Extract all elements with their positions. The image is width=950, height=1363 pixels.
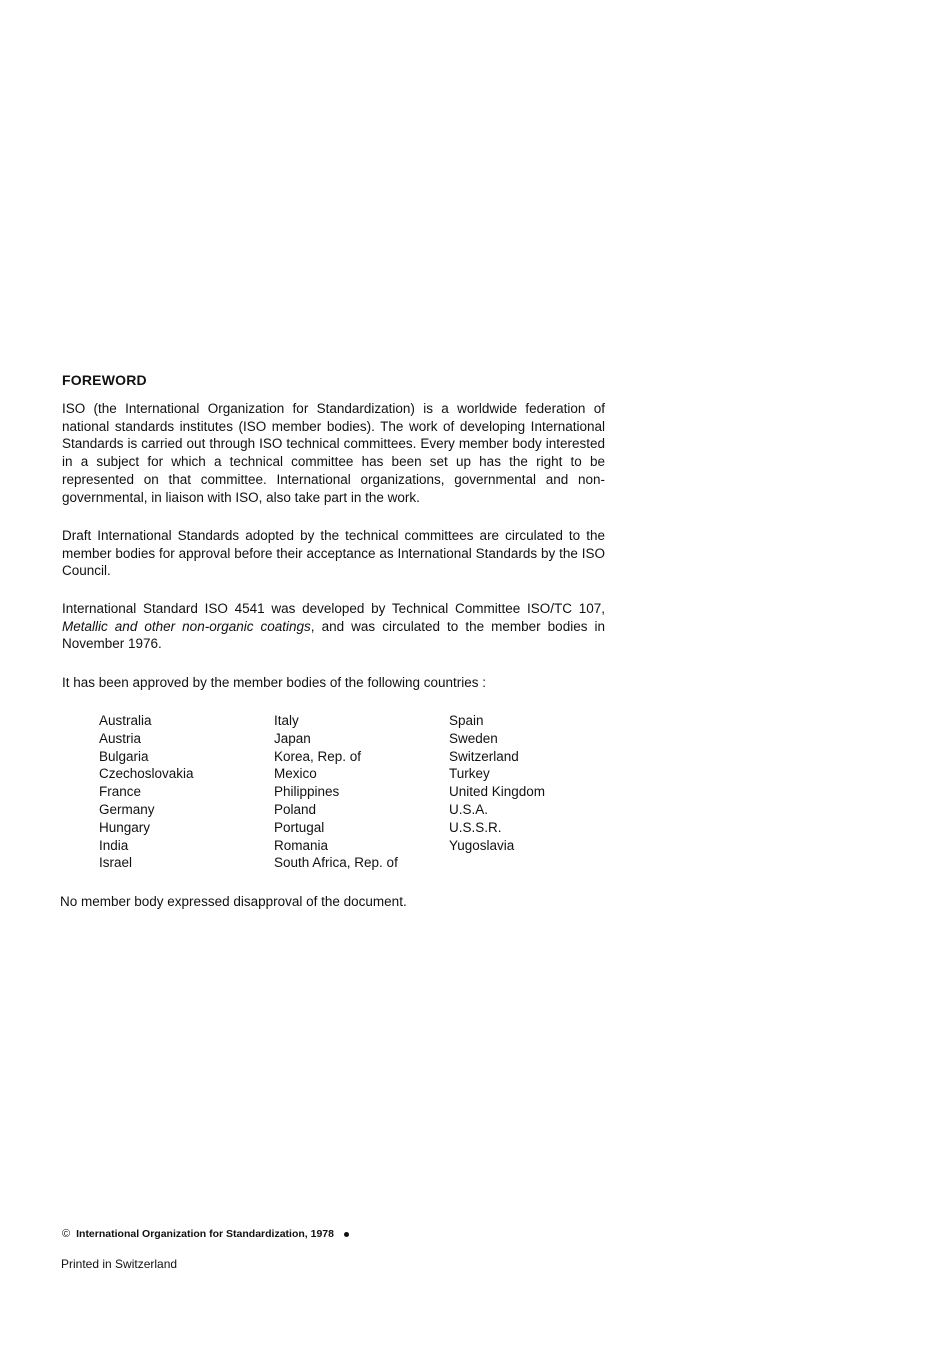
paragraph-3-text-a: International Standard ISO 4541 was developed by Technical Committee ISO/TC 107, [62, 601, 605, 616]
country-column-1 [99, 712, 274, 872]
country-column-2 [274, 712, 449, 872]
foreword-paragraph-2: Draft International Standards adopted by the technical committees are circulated to the member bodies for approval before their acceptance as International Standards by the ISO Council. [62, 528, 605, 579]
country-name: Romania [274, 837, 329, 853]
copyright-symbol: © [62, 1228, 71, 1240]
country-column-3 [449, 712, 624, 872]
country-name: Turkey [449, 766, 490, 782]
country-name: Switzerland [449, 748, 519, 764]
country-name: Australia [99, 713, 152, 728]
country-name: United Kingdom [449, 784, 546, 800]
country-name: Italy [274, 713, 299, 728]
foreword-heading: FOREWORD [62, 372, 147, 388]
country-name: Korea, Rep. of [274, 748, 362, 764]
printed-in-note: Printed in Switzerland [61, 1257, 178, 1271]
foreword-paragraph-3 [62, 600, 605, 653]
country-name: Israel [99, 855, 133, 871]
foreword-paragraph-4: It has been approved by the member bodies of the following countries : [62, 675, 487, 690]
country-name: Portugal [274, 819, 325, 835]
country-name: Spain [449, 713, 484, 728]
country-name: Mexico [274, 766, 317, 782]
country-name: France [99, 784, 142, 800]
country-name: Philippines [274, 784, 340, 800]
copyright-line [62, 1228, 349, 1240]
foreword-paragraph-1: ISO (the International Organization for Standardization) is a worldwide federation of national standards institutes (ISO member bodies). The work of developing International Standards is carried out through ISO technical committees. Every member body interested in a subject for which a technical committee has been set up has the right to be represented on that committee. International organizations, governmental and non-governmental, in liaison with ISO, also take part in the work. [62, 401, 605, 505]
country-name: Czechoslovakia [99, 766, 194, 782]
country-name: India [99, 837, 129, 853]
foreword-paragraph-5: No member body expressed disapproval of the document. [60, 894, 407, 909]
country-name: Bulgaria [99, 748, 149, 764]
country-name: U.S.A. [449, 801, 489, 817]
country-name: Yugoslavia [449, 837, 515, 853]
country-name: Austria [99, 730, 142, 746]
paragraph-3-text-b: , and was circulated to the member bodies in November 1976. [62, 618, 605, 652]
country-name: Poland [274, 801, 317, 817]
country-name: South Africa, Rep. of [274, 855, 398, 871]
country-name: Sweden [449, 730, 498, 746]
country-list [99, 712, 624, 872]
copyright-text: International Organization for Standardization, 1978 [76, 1228, 334, 1240]
country-name: U.S.S.R. [449, 819, 502, 835]
bullet-dot [344, 1232, 349, 1237]
country-name: Germany [99, 801, 155, 817]
committee-title: Metallic and other non-organic coatings [62, 618, 311, 634]
country-name: Hungary [99, 819, 151, 835]
country-name: Japan [274, 730, 311, 746]
